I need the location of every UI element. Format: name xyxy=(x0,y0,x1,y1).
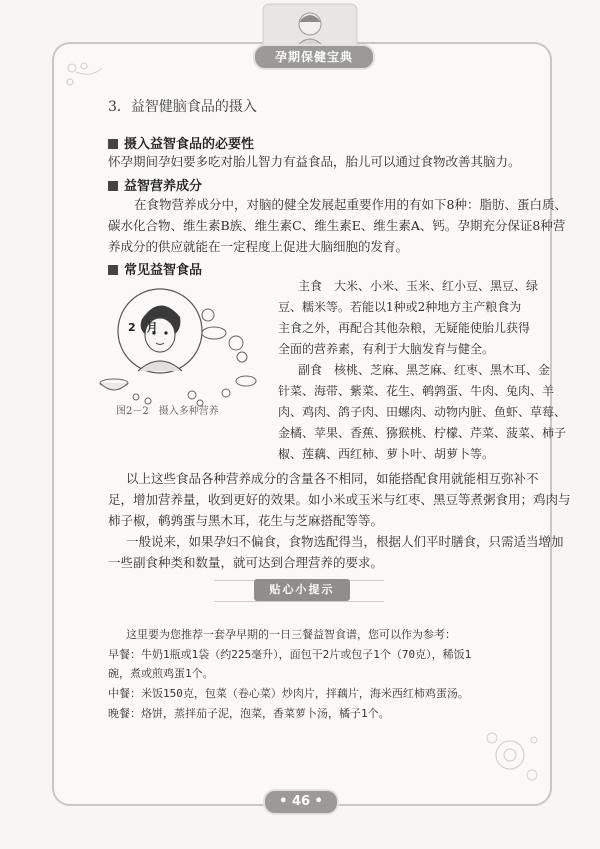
foods-line-5: 副食 核桃、芝麻、黑芝麻、红枣、黑木耳、金 xyxy=(298,363,551,377)
body-line-5: 一些副食种类和数量，就可达到合理营养的要求。 xyxy=(108,555,384,570)
bullet-square-icon xyxy=(108,139,118,149)
foods-line-4: 全面的营养素，有利于大脑发育与健全。 xyxy=(278,342,495,356)
subheading-nutrients: 益智营养成分 xyxy=(108,175,202,194)
foods-line-9: 椒、莲藕、西红柿、萝卜叶、胡萝卜等。 xyxy=(278,447,495,461)
book-title-tab: 孕期保健宝典 xyxy=(253,44,375,70)
tip-line-3: 碗，煮或煎鸡蛋1个。 xyxy=(108,667,214,680)
section-title: 3．益智健脑食品的摄入 xyxy=(108,99,257,115)
subheading-necessity: 摄入益智食品的必要性 xyxy=(108,133,254,152)
body-line-4: 一般说来，如果孕妇不偏食，食物选配得当，根据人们平时膳食，只需适当增加 xyxy=(126,534,564,549)
body-line-2: 足，增加营养量，收到更好的效果。如小米或玉米与红枣、黑豆等煮粥食用；鸡肉与 xyxy=(108,492,571,507)
foods-line-2: 豆、糯米等。若能以1种或2种地方主产粮食为 xyxy=(278,300,522,314)
page-number: • 46 • xyxy=(263,789,339,815)
body-line-3: 柿子椒，鹌鹑蛋与黑木耳，花生与芝麻搭配等等。 xyxy=(108,513,384,528)
bullet-square-icon xyxy=(108,265,118,275)
foods-line-8: 金橘、苹果、香蕉、猕猴桃、柠檬、芹菜、菠菜、柿子 xyxy=(278,426,567,440)
figure-caption: 图2－2 摄入多种营养 xyxy=(116,406,219,417)
nutrients-line-2: 碳水化合物、维生素B族、维生素C、维生素E、维生素A、钙。孕期充分保证8种营 xyxy=(108,218,566,233)
foods-line-1: 主食 大米、小米、玉米、红小豆、黑豆、绿 xyxy=(298,279,539,293)
foods-line-6: 针菜、海带、紫菜、花生、鹌鹑蛋、牛肉、兔肉、羊 xyxy=(278,384,555,398)
tip-line-4: 中餐：米饭150克，包菜（卷心菜）炒肉片，拌藕片，海米西红柿鸡蛋汤。 xyxy=(108,687,469,700)
foods-line-3: 主食之外，再配合其他杂粮，无疑能使胎儿获得 xyxy=(278,321,531,335)
necessity-text: 怀孕期间孕妇要多吃对胎儿智力有益食品，胎儿可以通过食物改善其脑力。 xyxy=(108,154,521,169)
figure-month-label: 2 月 xyxy=(128,321,158,334)
tip-line-2: 早餐：牛奶1瓶或1袋（约225毫升），面包干2片或包子1个（70克），稀饭1 xyxy=(108,648,472,661)
subheading-common-foods: 常见益智食品 xyxy=(108,259,202,278)
tip-line-1: 这里要为您推荐一套孕早期的一日三餐益智食谱，您可以作为参考： xyxy=(126,628,456,641)
body-line-1: 以上这些食品各种营养成分的含量各不相同，如能搭配食用就能相互弥补不 xyxy=(126,471,539,486)
tip-label: 贴心小提示 xyxy=(254,579,350,601)
foods-line-7: 肉、鸡肉、鸽子肉、田螺肉、动物内脏、鱼虾、草莓、 xyxy=(278,405,567,419)
bullet-square-icon xyxy=(108,181,118,191)
tip-line-5: 晚餐：烙饼，蒸拌茄子泥，泡菜，香菜萝卜汤，橘子1个。 xyxy=(108,707,390,720)
corner-flower-icon xyxy=(470,720,550,790)
nutrients-line-1: 在食物营养成分中，对脑的健全发展起重要作用的有如下8种：脂肪、蛋白质、 xyxy=(134,197,567,212)
nutrients-line-3: 养成分的供应就能在一定程度上促进大脑细胞的发育。 xyxy=(108,239,409,254)
nutrition-illustration xyxy=(96,285,274,411)
